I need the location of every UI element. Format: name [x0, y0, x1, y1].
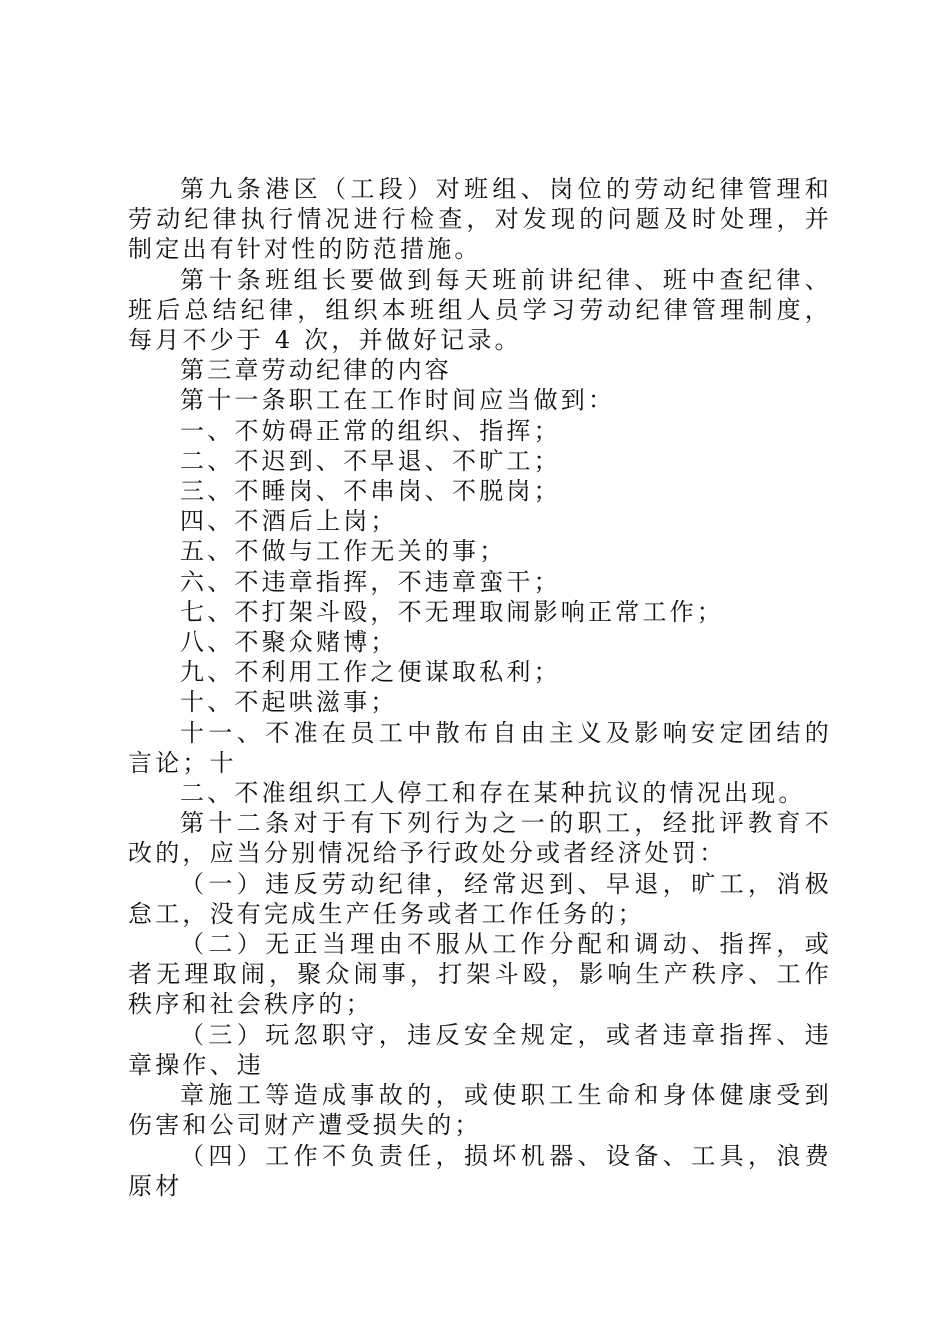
list-item: 九、不利用工作之便谋取私利； [180, 658, 561, 687]
list-item: 三、不睡岗、不串岗、不脱岗； [180, 477, 561, 506]
clause-item: （一）违反劳动纪律，经常迟到、早退，旷工，消极怠工，没有完成生产任务或者工作任务的； [128, 869, 832, 928]
list-item: 八、不聚众赌博； [180, 628, 398, 657]
paragraph-article-11: 第十一条职工在工作时间应当做到： [180, 386, 616, 415]
list-item: 二、不迟到、不早退、不旷工； [180, 446, 561, 475]
list-item: 二、不准组织工人停工和存在某种抗议的情况出现。 [180, 779, 806, 808]
paragraph-article-10: 第十条班组长要做到每天班前讲纪律、班中查纪律、班后总结纪律，组织本班组人员学习劳动纪律管理制度，每月不少于 4 次，并做好记录。 [128, 265, 832, 355]
document-body [128, 174, 832, 1201]
paragraph-article-12: 第十二条对于有下列行为之一的职工，经批评教育不改的，应当分别情况给予行政处分或者经济处罚： [128, 809, 832, 868]
list-item: 四、不酒后上岗； [180, 507, 398, 536]
paragraph-article-9: 第九条港区（工段）对班组、岗位的劳动纪律管理和劳动纪律执行情况进行检查，对发现的问题及时处理，并制定出有针对性的防范措施。 [128, 175, 832, 264]
clause-item: （二）无正当理由不服从工作分配和调动、指挥，或者无理取闹，聚众闹事，打架斗殴，影响生产秩序、工作秩序和社会秩序的； [128, 930, 832, 1019]
list-item: 五、不做与工作无关的事； [180, 537, 507, 566]
clause-item: （四）工作不负责任，损坏机器、设备、工具，浪费原材 [128, 1141, 832, 1200]
list-item: 七、不打架斗殴，不无理取闹影响正常工作； [180, 597, 724, 626]
chapter-heading: 第三章劳动纪律的内容 [180, 356, 452, 385]
clause-item: （三）玩忽职守，违反安全规定，或者违章指挥、违章操作、违 [128, 1020, 832, 1079]
list-item: 十一、不准在员工中散布自由主义及影响安定团结的言论；十 [128, 718, 832, 777]
list-item: 六、不违章指挥，不违章蛮干； [180, 567, 561, 596]
list-item: 一、不妨碍正常的组织、指挥； [180, 416, 561, 445]
clause-item: 章施工等造成事故的，或使职工生命和身体健康受到伤害和公司财产遭受损失的； [128, 1081, 832, 1140]
list-item: 十、不起哄滋事； [180, 688, 398, 717]
